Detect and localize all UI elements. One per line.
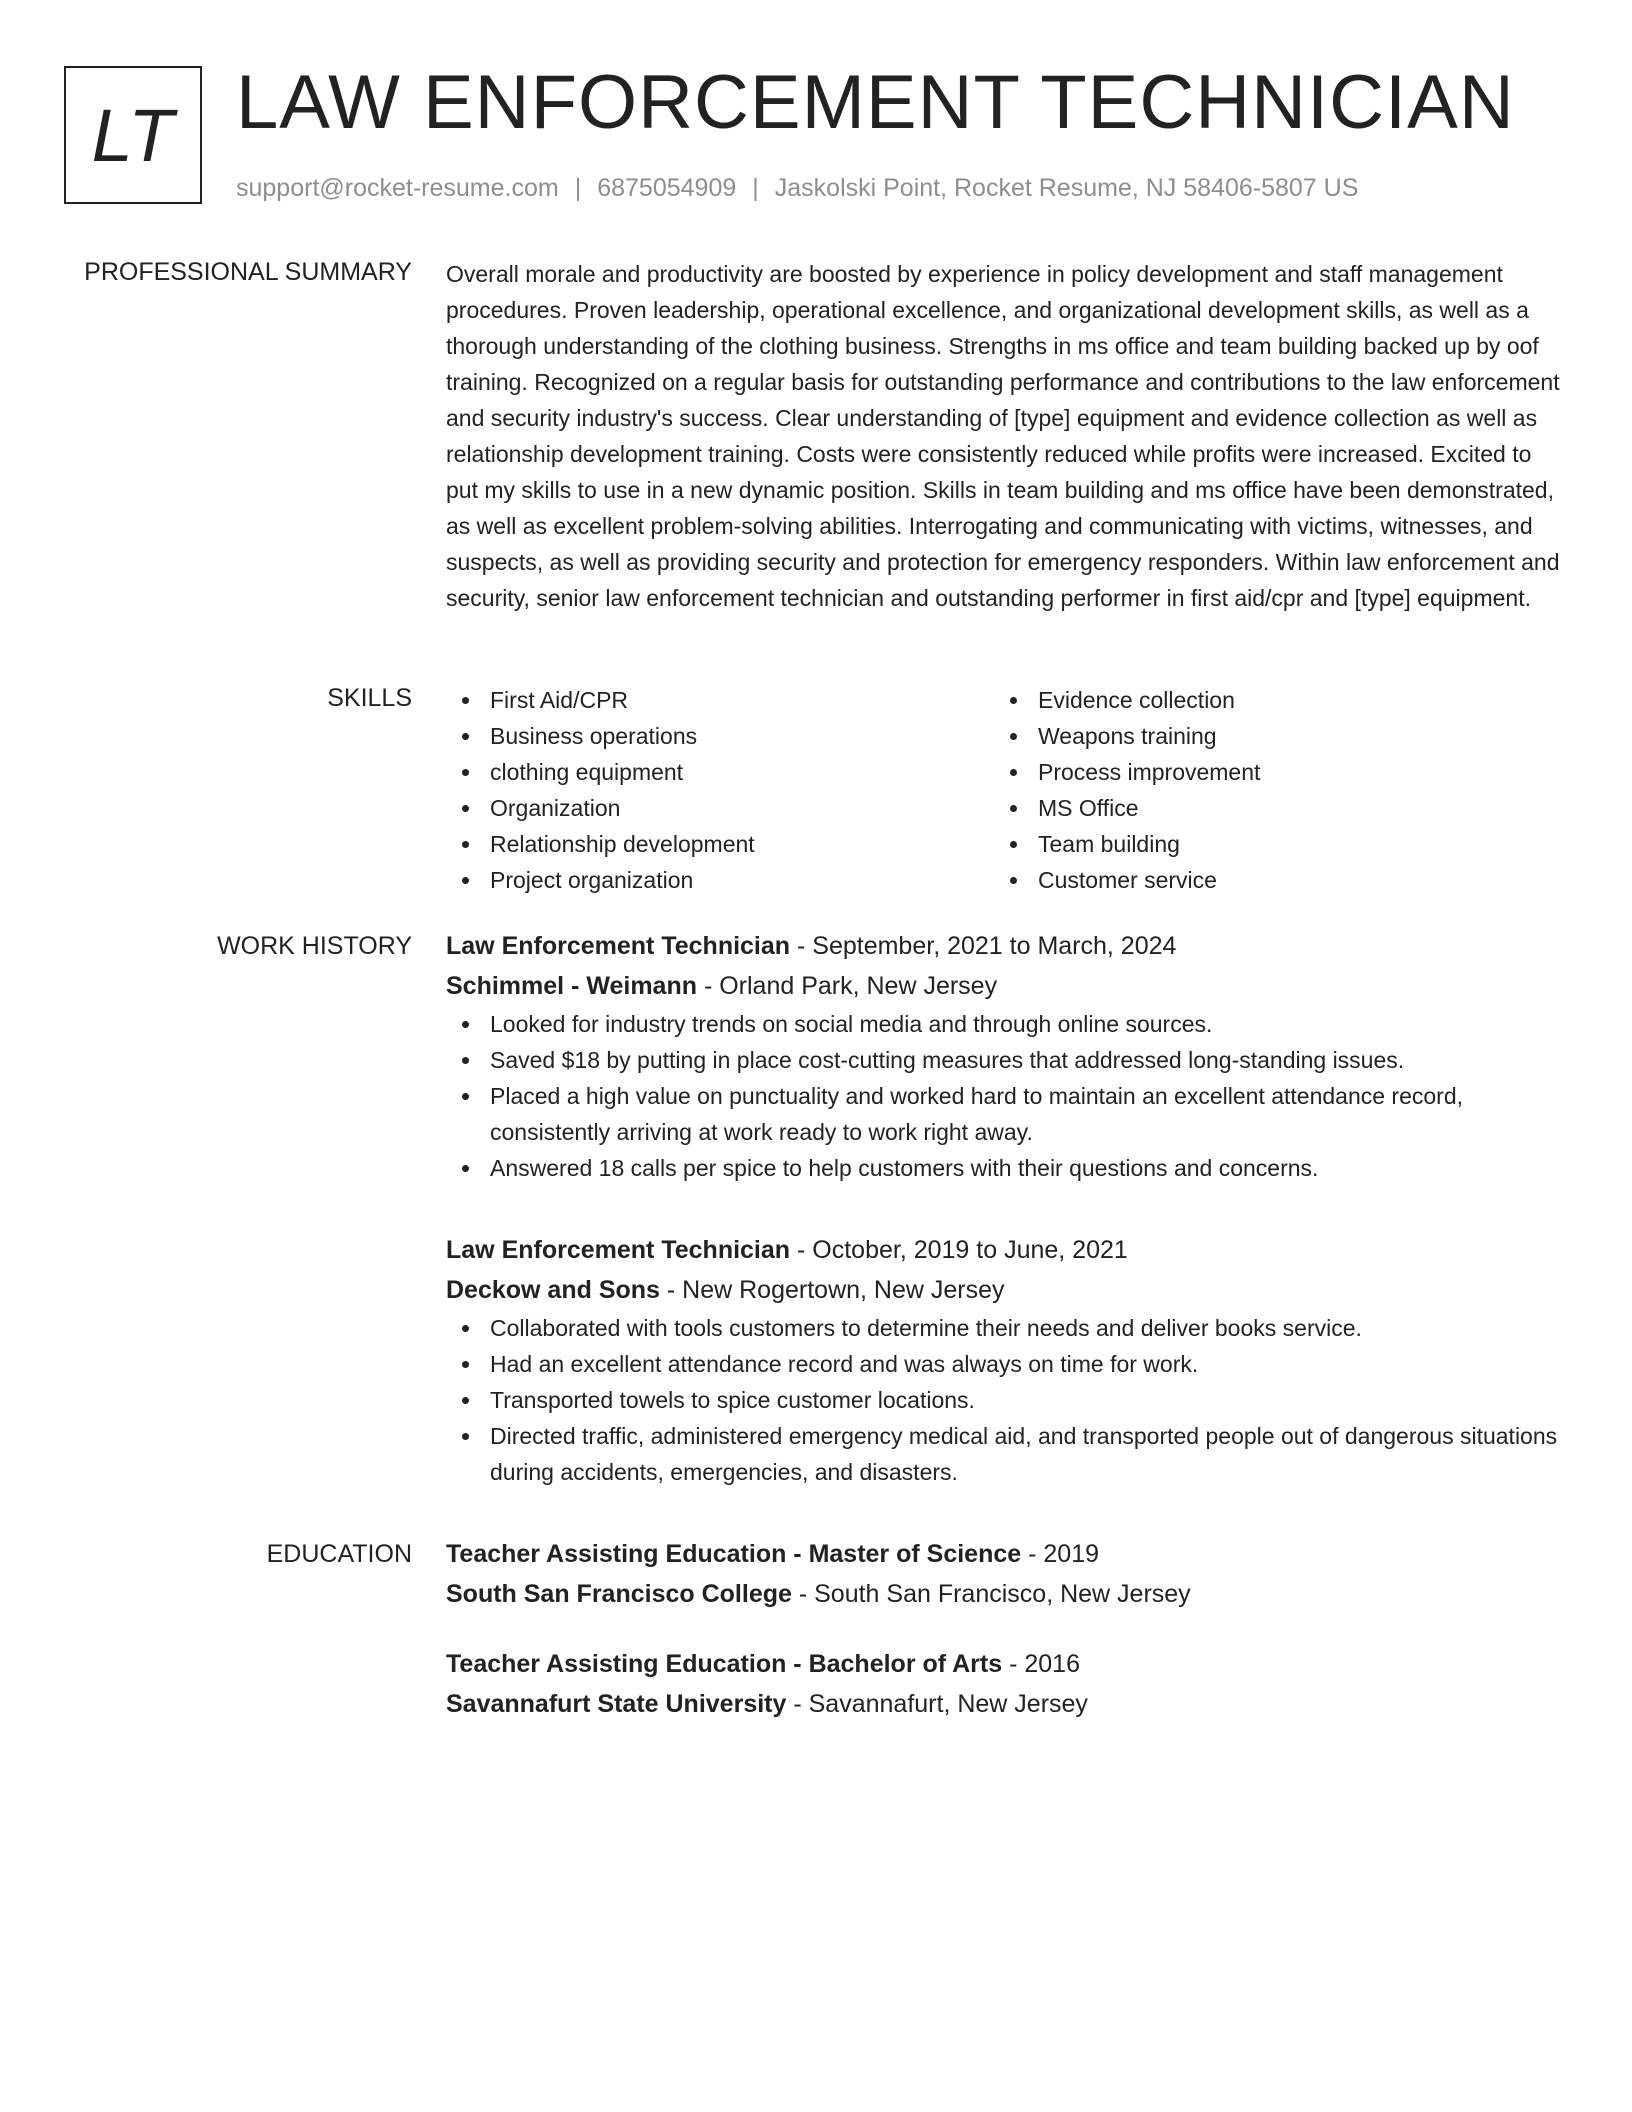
school-name: South San Francisco College	[446, 1580, 792, 1608]
skill-item: First Aid/CPR	[446, 682, 994, 718]
job-bullet: Saved $18 by putting in place cost-cutting measures that addressed long-standing issues.	[446, 1042, 1566, 1078]
company-location: - Orland Park, New Jersey	[697, 972, 998, 1000]
skill-item: MS Office	[994, 790, 1542, 826]
company-line	[446, 1270, 1566, 1310]
contact-phone: 6875054909	[597, 174, 737, 202]
skill-item: Business operations	[446, 718, 994, 754]
job-bullet: Transported towels to spice customer locations.	[446, 1382, 1566, 1418]
skills-column-left	[446, 682, 994, 898]
skill-item: Customer service	[994, 862, 1542, 898]
education-entry	[446, 1644, 1566, 1724]
job-entry	[446, 1230, 1566, 1490]
skills-section	[446, 682, 1566, 898]
school-name: Savannafurt State University	[446, 1690, 787, 1718]
job-bullet: Collaborated with tools customers to determine their needs and deliver books service.	[446, 1310, 1566, 1346]
degree-year: - 2019	[1021, 1540, 1100, 1568]
degree-year: - 2016	[1002, 1650, 1080, 1678]
contact-email: support@rocket-resume.com	[236, 174, 559, 202]
skills-grid	[446, 682, 1566, 898]
company-location: - New Rogertown, New Jersey	[659, 1276, 1005, 1304]
degree-line	[446, 1644, 1566, 1684]
section-label-education: EDUCATION	[266, 1540, 412, 1568]
candidate-name: LAW ENFORCEMENT TECHNICIAN	[236, 60, 1515, 145]
skill-item: Process improvement	[994, 754, 1542, 790]
skill-item: Team building	[994, 826, 1542, 862]
job-bullet: Placed a high value on punctuality and worked hard to maintain an excellent attendance record, consistently arriving at work ready to work right away.	[446, 1078, 1566, 1150]
company-name: Schimmel - Weimann	[446, 972, 697, 1000]
degree-name: Teacher Assisting Education - Bachelor of Arts	[446, 1650, 1003, 1678]
monogram-badge	[64, 66, 202, 204]
school-line	[446, 1574, 1566, 1614]
job-bullet: Directed traffic, administered emergency medical aid, and transported people out of dangerous situations during accidents, emergencies, and disasters.	[446, 1418, 1566, 1490]
section-label-skills: SKILLS	[327, 684, 412, 712]
contact-separator: |	[574, 174, 582, 202]
section-label-summary: PROFESSIONAL SUMMARY	[84, 258, 412, 286]
job-bullets	[446, 1310, 1566, 1490]
section-label-work-history: WORK HISTORY	[217, 932, 412, 960]
job-bullets	[446, 1006, 1566, 1186]
contact-address: Jaskolski Point, Rocket Resume, NJ 58406-5807 US	[774, 174, 1359, 202]
skill-item: Evidence collection	[994, 682, 1542, 718]
degree-name: Teacher Assisting Education - Master of Science	[446, 1540, 1022, 1568]
skills-list-right	[994, 682, 1542, 898]
monogram-initials: LT	[91, 93, 175, 177]
skill-item: clothing equipment	[446, 754, 994, 790]
job-bullet: Looked for industry trends on social media and through online sources.	[446, 1006, 1566, 1042]
contact-line	[236, 174, 1358, 203]
degree-line	[446, 1534, 1566, 1574]
contact-separator: |	[752, 174, 759, 202]
job-title: Law Enforcement Technician	[446, 932, 791, 960]
skill-item: Relationship development	[446, 826, 994, 862]
job-dates: - October, 2019 to June, 2021	[790, 1236, 1128, 1264]
skill-item: Organization	[446, 790, 994, 826]
skills-list-left	[446, 682, 994, 898]
job-dates: - September, 2021 to March, 2024	[790, 932, 1177, 960]
skill-item: Weapons training	[994, 718, 1542, 754]
job-bullet: Answered 18 calls per spice to help customers with their questions and concerns.	[446, 1150, 1566, 1186]
job-title: Law Enforcement Technician	[446, 1236, 791, 1264]
school-location: - Savannafurt, New Jersey	[786, 1690, 1088, 1718]
summary-text: Overall morale and productivity are boosted by experience in policy development and staff management procedures. Proven leadership, operational excellence, and organizational development skills, as well as a thorough understanding of the clothing business. Strengths in ms office and team building backed up by oof training. Recognized on a regular basis for outstanding performance and contributions to the law enforcement and security industry's success. Clear understanding of [type] equipment and evidence collection as well as relationship development training. Costs were consistently reduced while profits were increased. Excited to put my skills to use in a new dynamic position. Skills in team building and ms office have been demonstrated, as well as excellent problem-solving abilities. Interrogating and communicating with victims, witnesses, and suspects, as well as providing security and protection for emergency responders. Within law enforcement and security, senior law enforcement technician and outstanding performer in first aid/cpr and [type] equipment.	[446, 261, 1560, 611]
job-entry	[446, 926, 1566, 1186]
school-line	[446, 1684, 1566, 1724]
job-title-line	[446, 926, 1566, 966]
job-bullet: Had an excellent attendance record and was always on time for work.	[446, 1346, 1566, 1382]
skills-column-right	[994, 682, 1542, 898]
job-title-line	[446, 1230, 1566, 1270]
summary-section	[446, 256, 1566, 616]
skill-item: Project organization	[446, 862, 994, 898]
company-name: Deckow and Sons	[446, 1276, 660, 1304]
education-entry	[446, 1534, 1566, 1614]
school-location: - South San Francisco, New Jersey	[791, 1580, 1191, 1608]
company-line	[446, 966, 1566, 1006]
